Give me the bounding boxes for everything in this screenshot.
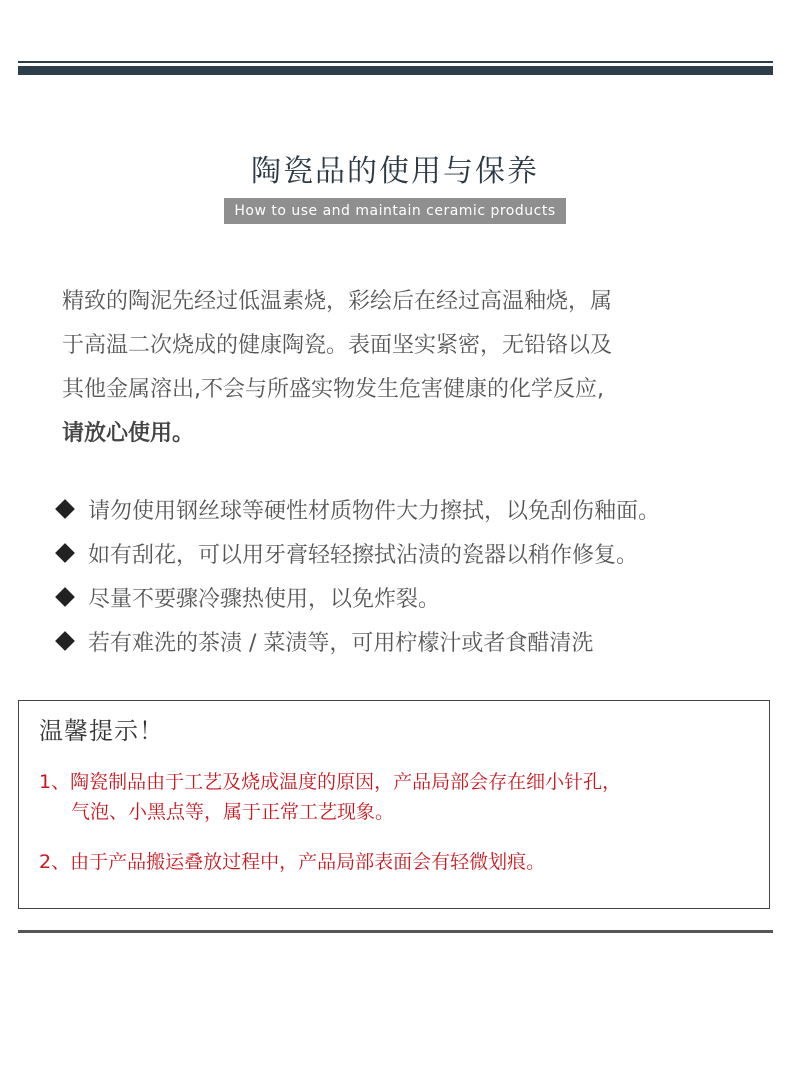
intro-line: 精致的陶泥先经过低温素烧，彩绘后在经过高温釉烧，属 bbox=[62, 289, 613, 314]
tip-text: 如有刮花，可以用牙膏轻轻擦拭沾渍的瓷器以稍作修复。 bbox=[88, 542, 639, 568]
diamond-bullet-icon bbox=[55, 587, 75, 607]
notice-item-2: 2、由于产品搬运叠放过程中，产品局部表面会有轻微划痕。 bbox=[39, 851, 546, 873]
list-item bbox=[52, 619, 772, 663]
intro-line: 于高温二次烧成的健康陶瓷。表面坚实紧密，无铅铬以及 bbox=[62, 333, 613, 358]
list-item bbox=[52, 575, 772, 619]
diamond-bullet-icon bbox=[55, 499, 75, 519]
notice-box bbox=[18, 700, 770, 909]
top-divider-thin bbox=[18, 61, 773, 63]
tip-text: 请勿使用钢丝球等硬性材质物件大力擦拭，以免刮伤釉面。 bbox=[88, 498, 661, 524]
subtitle-container bbox=[0, 198, 790, 224]
bottom-divider bbox=[18, 930, 773, 933]
intro-line: 其他金属溶出,不会与所盛实物发生危害健康的化学反应, bbox=[62, 377, 604, 402]
notice-item-1-line-2: 气泡、小黑点等，属于正常工艺现象。 bbox=[71, 801, 395, 823]
top-divider-thick bbox=[18, 66, 773, 75]
list-item bbox=[52, 487, 772, 531]
care-tips-list bbox=[52, 487, 772, 663]
diamond-bullet-icon bbox=[55, 631, 75, 651]
page-title: 陶瓷品的使用与保养 bbox=[251, 154, 539, 189]
list-item bbox=[52, 531, 772, 575]
tip-text: 尽量不要骤冷骤热使用，以免炸裂。 bbox=[88, 586, 441, 612]
intro-emphasis: 请放心使用。 bbox=[62, 421, 195, 446]
tip-text: 若有难洗的茶渍 / 菜渍等，可用柠檬汁或者食醋清洗 bbox=[88, 630, 594, 656]
notice-title: 温馨提示！ bbox=[39, 717, 164, 745]
intro-paragraph bbox=[62, 280, 742, 456]
notice-item-1-line-1: 1、陶瓷制品由于工艺及烧成温度的原因，产品局部会存在细小针孔， bbox=[39, 771, 622, 793]
page-subtitle: How to use and maintain ceramic products bbox=[224, 198, 565, 224]
notice-item-1 bbox=[39, 767, 749, 827]
diamond-bullet-icon bbox=[55, 543, 75, 563]
